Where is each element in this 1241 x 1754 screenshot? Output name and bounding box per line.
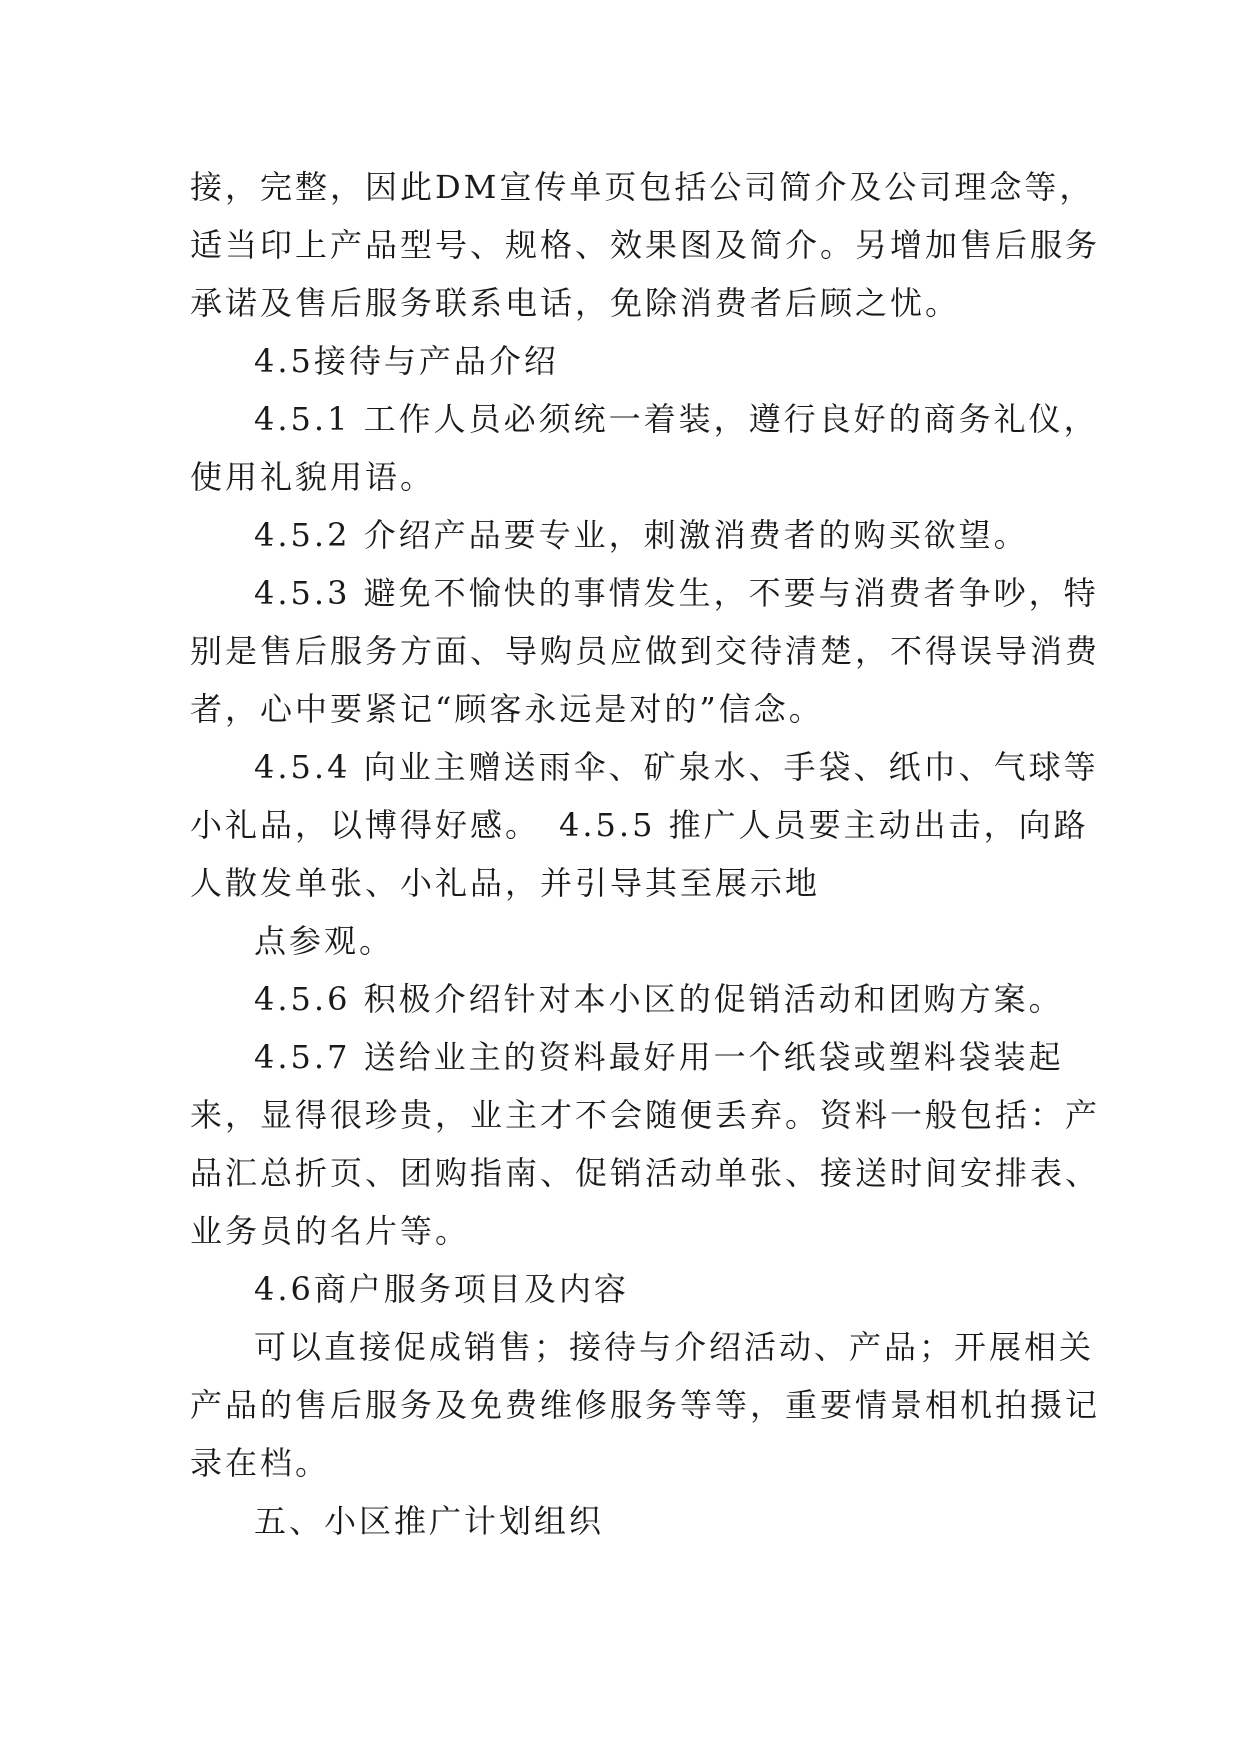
text-line: 承诺及售后服务联系电话，免除消费者后顾之忧。 (190, 284, 961, 322)
text-line: 别是售后服务方面、导购员应做到交待清楚，不得误导消费 (190, 632, 1101, 670)
text-line: 4.5.6 积极介绍针对本小区的促销活动和团购方案。 (254, 980, 1064, 1018)
body-text (190, 158, 1101, 1550)
text-line: 使用礼貌用语。 (190, 458, 436, 496)
text-line: 4.5.4 向业主赠送雨伞、矿泉水、手袋、纸巾、气球等 (254, 748, 1099, 786)
text-line: 者，心中要紧记“顾客永远是对的”信念。 (190, 690, 824, 728)
text-line: 接，完整，因此DM宣传单页包括公司简介及公司理念等， (190, 168, 1095, 206)
text-line: 来，显得很珍贵，业主才不会随便丢弃。资料一般包括：产 (190, 1096, 1101, 1134)
text-line: 人散发单张、小礼品，并引导其至展示地 (190, 864, 821, 902)
text-line: 产品的售后服务及免费维修服务等等，重要情景相机拍摄记 (190, 1386, 1101, 1424)
text-line: 4.6商户服务项目及内容 (254, 1270, 629, 1308)
text-line: 点参观。 (254, 922, 395, 960)
text-line: 4.5.1 工作人员必须统一着装，遵行良好的商务礼仪， (254, 400, 1099, 438)
text-line: 品汇总折页、团购指南、促销活动单张、接送时间安排表、 (190, 1154, 1101, 1192)
text-line: 业务员的名片等。 (190, 1212, 471, 1250)
text-line: 小礼品，以博得好感。 4.5.5 推广人员要主动出击，向路 (190, 806, 1089, 844)
text-line: 4.5.7 送给业主的资料最好用一个纸袋或塑料袋装起 (254, 1038, 1064, 1076)
text-line: 4.5接待与产品介绍 (254, 342, 559, 380)
text-line: 五、小区推广计划组织 (254, 1502, 605, 1540)
text-line: 4.5.3 避免不愉快的事情发生，不要与消费者争吵，特 (254, 574, 1099, 612)
text-line: 4.5.2 介绍产品要专业，刺激消费者的购买欲望。 (254, 516, 1029, 554)
text-line: 适当印上产品型号、规格、效果图及简介。另增加售后服务 (190, 226, 1101, 264)
text-line: 可以直接促成销售；接待与介绍活动、产品；开展相关 (254, 1328, 1095, 1366)
text-line: 录在档。 (190, 1444, 331, 1482)
